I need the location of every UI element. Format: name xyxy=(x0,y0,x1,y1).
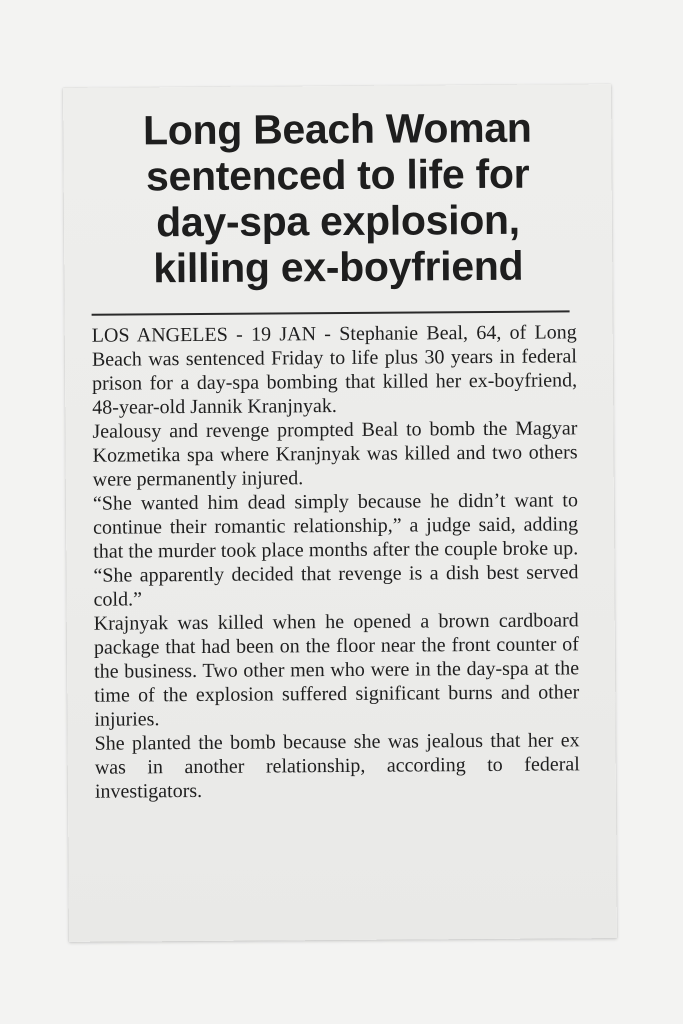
headline-line: Long Beach Woman xyxy=(142,104,532,154)
headline-line: day-spa explosion, xyxy=(155,196,520,246)
dateline: LOS ANGELES - 19 JAN - xyxy=(91,323,332,347)
article-paragraph xyxy=(92,320,578,419)
article-paragraph: She planted the bomb because she was jealous that her ex was in another relationship, according to federal investigators. xyxy=(94,729,580,803)
article-body xyxy=(92,320,580,803)
paragraph-text: Stephanie Beal, 64, of Long Beach was sentenced Friday to life plus 30 years in federal prison for a day-spa bombing that killed her ex-boyfriend, 48-year-old Jannik Kranjnyak. xyxy=(91,321,578,419)
headline xyxy=(63,104,612,292)
article-paragraph: Jealousy and revenge prompted Beal to bomb the Magyar Kozmetika spa where Kranjnyak was killed and two others were permanently injured. xyxy=(92,417,578,491)
headline-line: killing ex-boyfriend xyxy=(153,242,524,292)
article-paragraph: “She wanted him dead simply because he didn’t want to continue their romantic relationship,” a judge said, adding that the murder took place months after the couple broke up. “She apparently decided that revenge is a dish best served cold.” xyxy=(92,489,579,611)
newspaper-clipping xyxy=(63,84,617,942)
divider-rule xyxy=(92,310,570,315)
article-paragraph: Krajnyak was killed when he opened a brown cardboard package that had been on the floor near the front counter of the business. Two other men who were in the day-spa at the time of the explosion suffered significant burns and other injuries. xyxy=(93,609,580,731)
headline-line: sentenced to life for xyxy=(145,150,530,200)
